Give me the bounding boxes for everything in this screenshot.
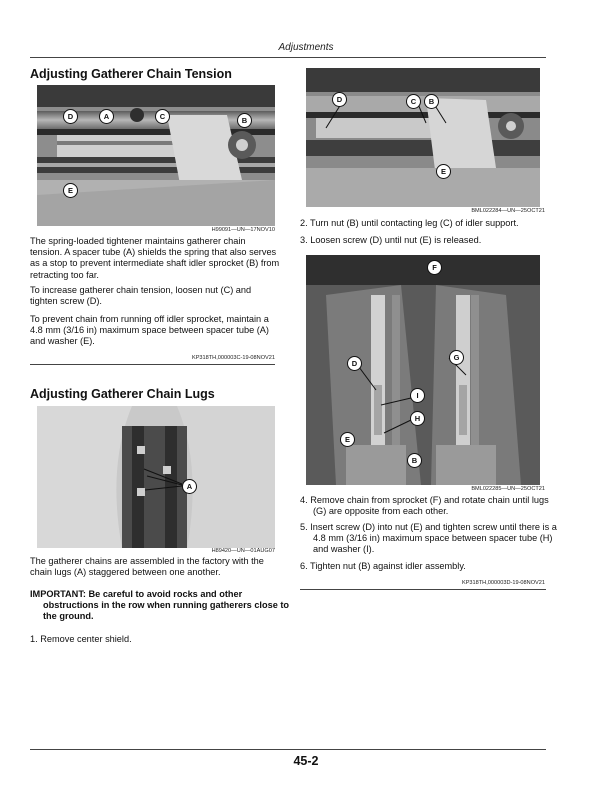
step-3: 3. Loosen screw (D) until nut (E) is released. [300, 235, 482, 245]
important-note: IMPORTANT: Be careful to avoid rocks and other obstructions in the row when running gatherers close to the ground. [30, 589, 290, 622]
figure-chain-sprocket-illustration [306, 255, 540, 485]
step-1: 1. Remove center shield. [30, 634, 132, 644]
callout-e: E [436, 164, 451, 179]
paragraph: To prevent chain from running off idler sprocket, maintain a 4.8 mm (3/16 in) maximum space between spacer tube (A) and washer (E). [30, 314, 269, 347]
callout-a: A [99, 109, 114, 124]
paragraph: The gatherer chains are assembled in the factory with the chain lugs (A) staggered between one another. [30, 556, 264, 578]
section-title-chain-lugs: Adjusting Gatherer Chain Lugs [30, 387, 215, 401]
section-title-chain-tension: Adjusting Gatherer Chain Tension [30, 67, 232, 81]
figure-ref: H89420—UN—01AUG07 [211, 548, 275, 554]
figure-ref: BML022284—UN—25OCT21 [471, 208, 545, 214]
figure-idler-support [306, 68, 540, 207]
figure-idler-support-illustration [306, 68, 540, 207]
callout-d: D [332, 92, 347, 107]
callout-i: I [410, 388, 425, 403]
callout-e: E [340, 432, 355, 447]
callout-e: E [63, 183, 78, 198]
section-rule [300, 589, 546, 590]
callout-a: A [182, 479, 197, 494]
step-5: 5. Insert screw (D) into nut (E) and tighten screw until there is a 4.8 mm (3/16 in) maximum space between spacer tube (H) and washer (I). [300, 522, 557, 555]
figure-ref: BML022285—UN—25OCT21 [471, 486, 545, 492]
callout-b: B [237, 113, 252, 128]
callout-d: D [63, 109, 78, 124]
callout-f: F [427, 260, 442, 275]
callout-d: D [347, 356, 362, 371]
page-header: Adjustments [278, 42, 334, 53]
callout-g: G [449, 350, 464, 365]
callout-c: C [155, 109, 170, 124]
figure-chain-lugs [37, 406, 275, 548]
step-4: 4. Remove chain from sprocket (F) and rotate chain until lugs (G) are opposite from each other. [300, 495, 549, 517]
paragraph: To increase gatherer chain tension, loosen nut (C) and tighten screw (D). [30, 285, 252, 307]
page-number: 45-2 [293, 754, 319, 768]
header-rule [30, 57, 546, 58]
callout-c: C [406, 94, 421, 109]
figure-chain-lugs-illustration [37, 406, 275, 548]
callout-b: B [424, 94, 439, 109]
paragraph: The spring-loaded tightener maintains gatherer chain tension. A spacer tube (A) shields the spring that also serves as a stop to prevent intermediate shaft idler sprocket (B) from retracting too far. [30, 236, 280, 280]
callout-b: B [407, 453, 422, 468]
figure-chain-tension-illustration [37, 85, 275, 226]
figure-chain-sprocket [306, 255, 540, 485]
callout-h: H [410, 411, 425, 426]
section-rule [30, 364, 275, 365]
step-6: 6. Tighten nut (B) against idler assembly. [300, 561, 466, 571]
step-2: 2. Turn nut (B) until contacting leg (C) of idler support. [300, 218, 519, 228]
reference-code: KP318TH,000003C-19-08NOV21 [191, 355, 275, 361]
reference-code: KP318TH,000003D-19-08NOV21 [461, 580, 545, 586]
figure-ref: H99091—UN—17NOV10 [211, 227, 275, 233]
footer-rule [30, 749, 546, 750]
figure-chain-tension [37, 85, 275, 226]
